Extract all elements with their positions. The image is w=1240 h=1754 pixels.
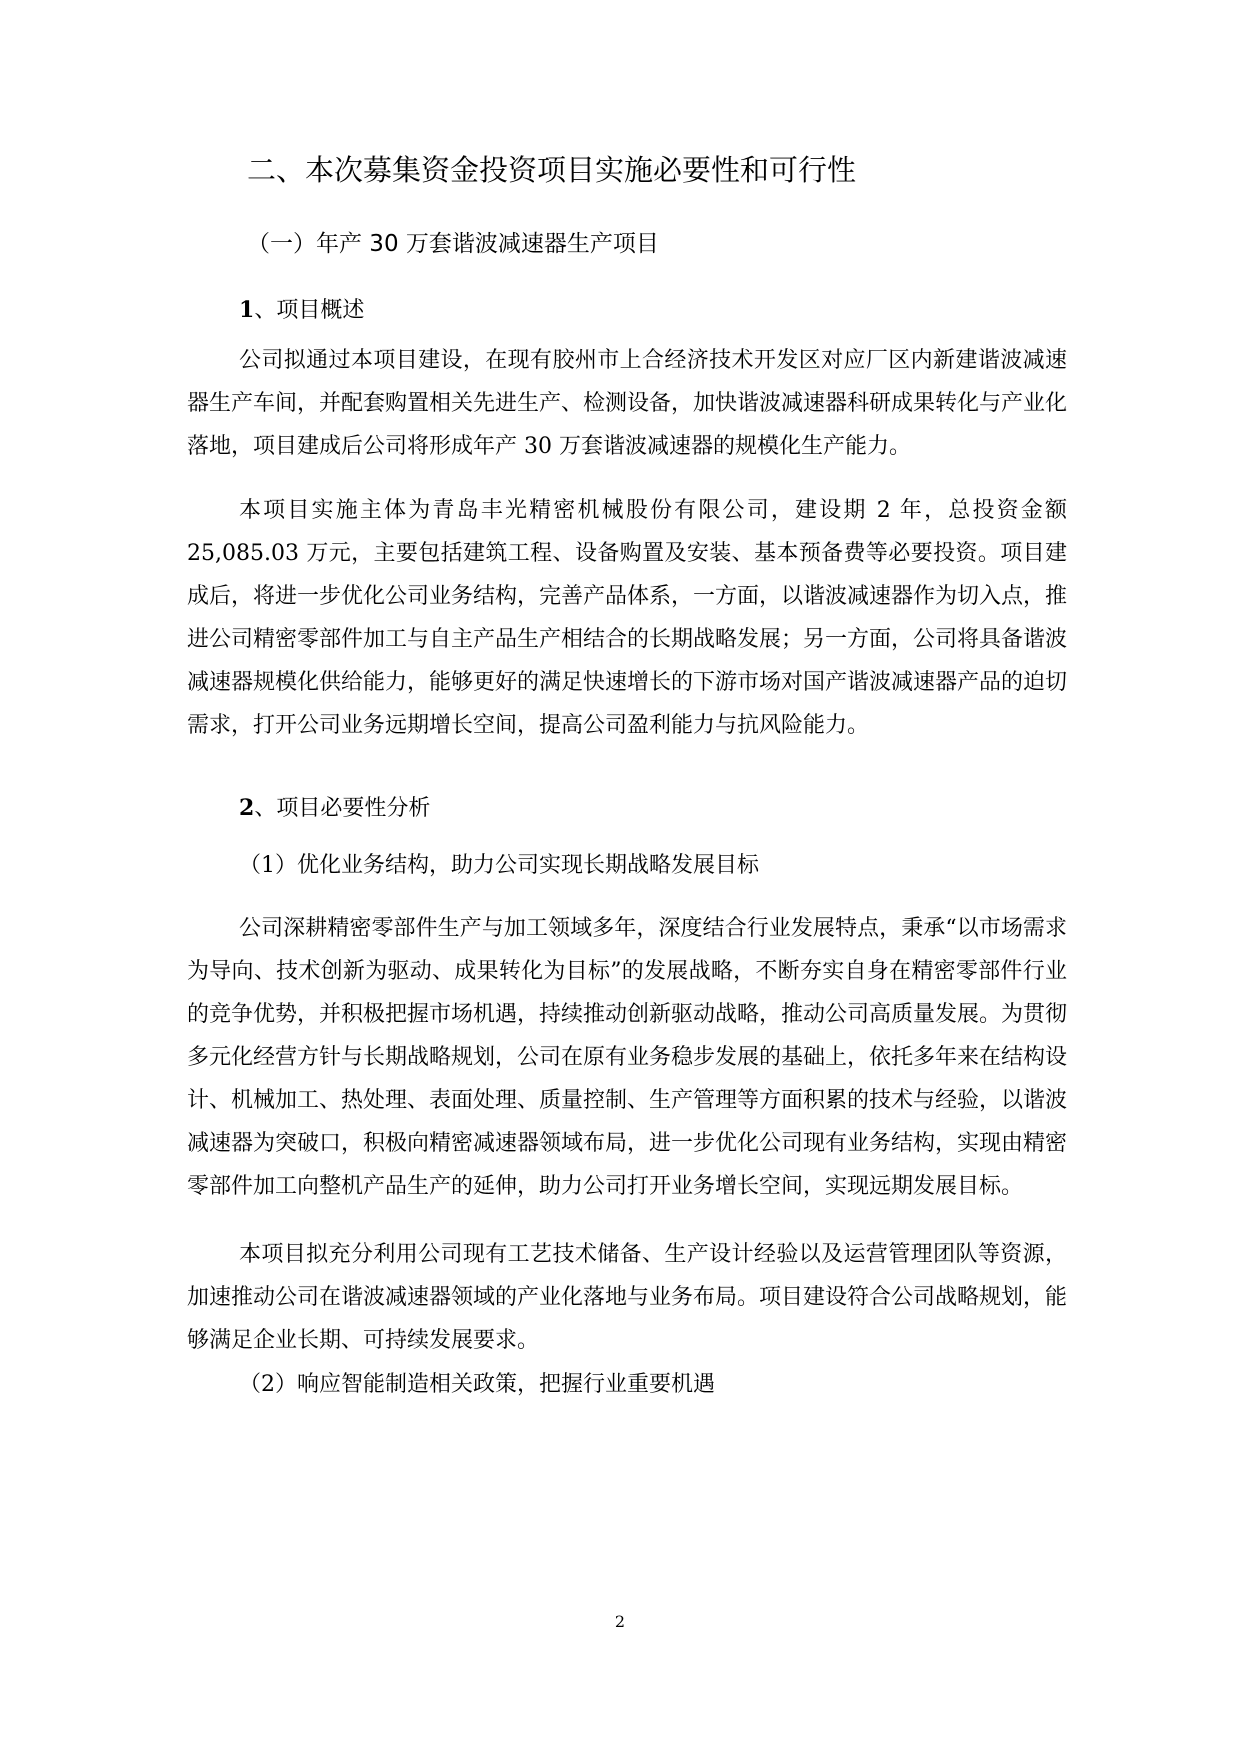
subsection-title: （一）年产 30 万套谐波减速器生产项目 <box>247 231 659 257</box>
overview-heading <box>239 293 364 328</box>
necessity-number: 2 <box>239 795 255 821</box>
necessity-heading <box>239 791 430 826</box>
overview-label: 、项目概述 <box>254 298 365 323</box>
paragraph-project-investment: 本项目实施主体为青岛丰光精密机械股份有限公司，建设期 2 年，总投资金额 25,085.03 万元，主要包括建筑工程、设备购置及安装、基本预备费等必要投资。项目建成后，将进一步优化公司业务结构，完善产品体系，一方面，以谐波减速器作为切入点，推进公司精密零部件加工与自主产品生产相结合的长期战略发展；另一方面，公司将具备谐波减速器规模化供给能力，能够更好的满足快速增长的下游市场对国产谐波减速器产品的迫切需求，打开公司业务远期增长空间，提高公司盈利能力与抗风险能力。 <box>187 498 1068 738</box>
necessity-label: 、项目必要性分析 <box>254 796 431 821</box>
section-title: 二、本次募集资金投资项目实施必要性和可行性 <box>247 153 857 187</box>
paragraph-resources: 本项目拟充分利用公司现有工艺技术储备、生产设计经验以及运营管理团队等资源，加速推动公司在谐波减速器领域的产业化落地与业务布局。项目建设符合公司战略规划，能够满足企业长期、可持续发展要求。 <box>187 1242 1068 1353</box>
subheading-smart-manufacturing: （2）响应智能制造相关政策，把握行业重要机遇 <box>239 1372 715 1397</box>
page-number: 2 <box>614 1612 626 1631</box>
overview-number: 1 <box>239 297 255 323</box>
subheading-business-structure: （1）优化业务结构，助力公司实现长期战略发展目标 <box>239 853 759 878</box>
paragraph-strategy: 公司深耕精密零部件生产与加工领域多年，深度结合行业发展特点，秉承“以市场需求为导向、技术创新为驱动、成果转化为目标”的发展战略，不断夯实自身在精密零部件行业的竞争优势，并积极把握市场机遇，持续推动创新驱动战略，推动公司高质量发展。为贯彻多元化经营方针与长期战略规划，公司在原有业务稳步发展的基础上，依托多年来在结构设计、机械加工、热处理、表面处理、质量控制、生产管理等方面积累的技术与经验，以谐波减速器为突破口，积极向精密减速器领域布局，进一步优化公司现有业务结构，实现由精密零部件加工向整机产品生产的延伸，助力公司打开业务增长空间，实现远期发展目标。 <box>187 916 1068 1199</box>
paragraph-project-overview: 公司拟通过本项目建设，在现有胶州市上合经济技术开发区对应厂区内新建谐波减速器生产车间，并配套购置相关先进生产、检测设备，加快谐波减速器科研成果转化与产业化落地，项目建成后公司将形成年产 30 万套谐波减速器的规模化生产能力。 <box>187 348 1068 459</box>
